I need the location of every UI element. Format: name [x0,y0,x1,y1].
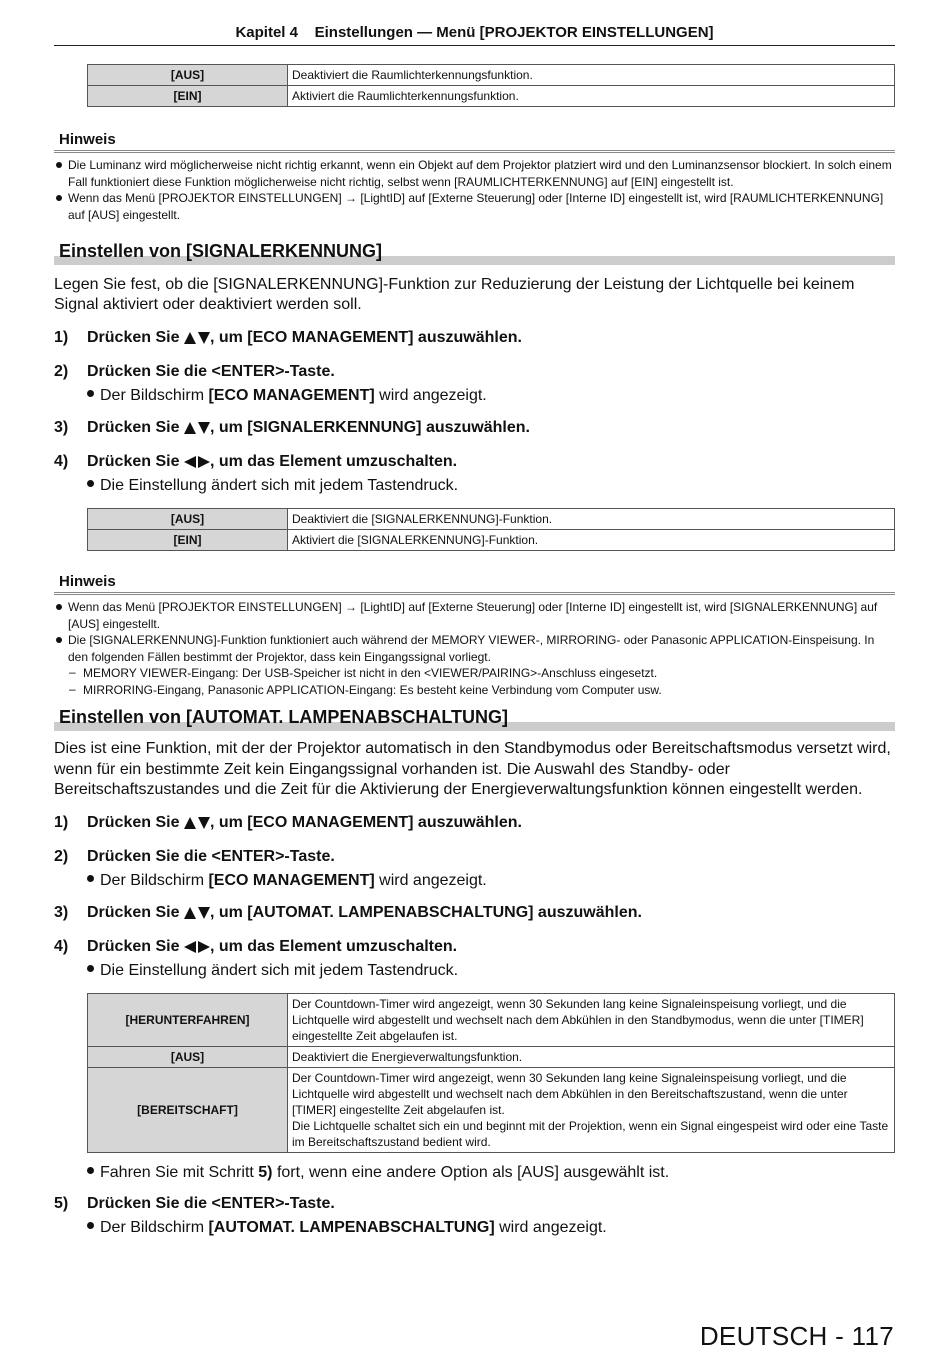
option-desc: Deaktiviert die Raumlichterkennungsfunktion. [288,65,895,86]
table-row [88,65,895,86]
option-desc: Deaktiviert die Energieverwaltungsfunktion. [288,1047,895,1068]
left-arrow-icon [184,456,196,468]
option-key: [AUS] [88,1047,288,1068]
up-arrow-icon [184,907,196,919]
section-intro: Dies ist eine Funktion, mit der der Projektor automatisch in den Standbymodus oder Bereitschaftsmodus versetzt wird, wenn für ein bestimmte Zeit kein Eingangssignal vorhanden ist. Die Auswahl des Standby- oder Bereitschaftszustandes und die Zeit für die Aktivierung der Energieverwaltungsfunktion können eingestellt werden. [54,740,891,798]
step-number: 2) [54,848,69,866]
step-number: 5) [54,1195,69,1213]
down-arrow-icon [198,422,210,434]
option-desc [288,1068,895,1153]
hinweis-heading: Hinweis [54,573,895,595]
note-text: wird angezeigt. [494,1219,607,1237]
left-arrow-icon [184,941,196,953]
hinweis-item: Wenn das Menü [PROJEKTOR EINSTELLUNGEN] → [LightID] auf [Externe Steuerung] oder [Interne ID] eingestellt ist, wird [SIGNALERKENNUNG] auf [AUS] eingestellt. [54,599,895,632]
step-text: , um [AUTOMAT. LAMPENABSCHALTUNG] auszuwählen. [209,904,642,922]
step-3 [54,902,895,924]
step-4 [54,936,895,958]
table-row [88,1047,895,1068]
note-text: fort, wenn eine andere Option als [AUS] ausgewählt ist. [272,1164,670,1182]
bullet-icon [87,390,94,397]
hinweis-list [54,599,895,665]
note-text: Die Einstellung ändert sich mit jedem Tastendruck. [100,962,459,980]
step-3 [54,417,895,439]
signalerkennung-options-table [87,508,895,551]
right-arrow-icon [198,941,210,953]
step-5-note [54,1218,895,1238]
continue-note [54,1163,895,1183]
note-text: Der Bildschirm [100,1219,209,1237]
hinweis-item: Wenn das Menü [PROJEKTOR EINSTELLUNGEN] → [LightID] auf [Externe Steuerung] oder [Interne ID] eingestellt ist, wird [RAUMLICHTERKENNUNG] auf [AUS] eingestellt. [54,190,895,223]
step-text: Drücken Sie [87,904,184,922]
bullet-icon [87,1167,94,1174]
note-bold: [AUTOMAT. LAMPENABSCHALTUNG] [208,1219,495,1237]
step-5 [54,1193,895,1215]
bullet-icon [87,1222,94,1229]
raumlicht-options-table [87,64,895,107]
manual-page [54,0,895,1238]
option-key: [AUS] [88,65,288,86]
option-desc: Deaktiviert die [SIGNALERKENNUNG]-Funktion. [288,509,895,530]
step-text: Drücken Sie [87,419,184,437]
note-text: Fahren Sie mit Schritt [100,1164,259,1182]
step-number: 3) [54,904,69,922]
step-text: Drücken Sie die <ENTER>-Taste. [87,848,335,866]
section-title-signalerkennung: Einstellen von [SIGNALERKENNUNG] [54,240,895,265]
option-key: [AUS] [88,509,288,530]
chapter-header: Kapitel 4 Einstellungen — Menü [PROJEKTOR EINSTELLUNGEN] [54,0,895,46]
option-desc-line: Die Lichtquelle schaltet sich ein und beginnt mit der Projektion, wenn ein Signal eingespeist wird oder eine Taste im Bereitschaftszustand bedient wird. [292,1119,889,1150]
step-number: 1) [54,814,69,832]
step-2 [54,361,895,383]
step-text: Drücken Sie die <ENTER>-Taste. [87,363,335,381]
note-text: Der Bildschirm [100,872,209,890]
step-number: 2) [54,363,69,381]
page-number: DEUTSCH - 117 [699,1321,894,1351]
step-number: 4) [54,453,69,471]
step-1 [54,327,895,349]
step-text: Drücken Sie [87,814,184,832]
step-2-note [54,871,895,891]
option-key: [EIN] [88,86,288,107]
note-bold: [ECO MANAGEMENT] [208,872,375,890]
hinweis-subitem: – MIRRORING-Eingang, Panasonic APPLICATION-Eingang: Es besteht keine Verbindung vom Computer usw. [54,682,895,699]
step-4 [54,451,895,473]
option-desc: Der Countdown-Timer wird angezeigt, wenn 30 Sekunden lang keine Signaleinspeisung vorliegt, und die Lichtquelle wird abgestellt und wechselt nach dem Abkühlen in den Standbymodus, wenn die unter [TIMER] eingestellte Zeit abgelaufen ist. [288,994,895,1047]
step-number: 4) [54,938,69,956]
note-bold: 5) [258,1164,273,1182]
option-desc: Aktiviert die [SIGNALERKENNUNG]-Funktion. [288,530,895,551]
table-row [88,86,895,107]
bullet-icon [87,875,94,882]
hinweis-item: Die Luminanz wird möglicherweise nicht richtig erkannt, wenn ein Objekt auf dem Projektor platziert wird und den Luminanzsensor blockiert. In solch einem Fall funktioniert diese Funktion möglicherweise nicht richtig, selbst wenn [RAUMLICHTERKENNUNG] auf [EIN] eingestellt ist. [54,157,895,190]
step-number: 3) [54,419,69,437]
note-text: wird angezeigt. [374,872,487,890]
step-4-note [54,961,895,981]
step-text: Drücken Sie [87,329,184,347]
step-text: Drücken Sie die <ENTER>-Taste. [87,1195,335,1213]
note-text: Die Einstellung ändert sich mit jedem Tastendruck. [100,477,459,495]
up-arrow-icon [184,332,196,344]
up-arrow-icon [184,817,196,829]
option-key: [EIN] [88,530,288,551]
step-text: , um [ECO MANAGEMENT] auszuwählen. [209,814,522,832]
step-2-note [54,386,895,406]
option-desc: Aktiviert die Raumlichterkennungsfunktion. [288,86,895,107]
lampenabschaltung-options-table [87,993,895,1153]
step-text: , um das Element umzuschalten. [209,938,458,956]
table-row [88,509,895,530]
right-arrow-icon [198,456,210,468]
note-text: wird angezeigt. [374,387,487,405]
table-row [88,530,895,551]
step-text: , um das Element umzuschalten. [209,453,458,471]
hinweis-subitem: – MEMORY VIEWER-Eingang: Der USB-Speicher ist nicht in den <VIEWER/PAIRING>-Anschluss eingesetzt. [54,665,895,682]
option-key: [BEREITSCHAFT] [88,1068,288,1153]
step-text: , um [SIGNALERKENNUNG] auszuwählen. [209,419,530,437]
step-4-note [54,476,895,496]
option-desc-line: Der Countdown-Timer wird angezeigt, wenn 30 Sekunden lang keine Signaleinspeisung vorliegt, und die Lichtquelle wird abgestellt und wechselt nach dem Abkühlen in den Bereitschaftszustand, wenn die unter [TIMER] eingestellte Zeit abgelaufen ist. [292,1071,848,1118]
table-row [88,1068,895,1153]
note-text: Der Bildschirm [100,387,209,405]
step-text: , um [ECO MANAGEMENT] auszuwählen. [209,329,522,347]
step-text: Drücken Sie [87,938,184,956]
option-key: [HERUNTERFAHREN] [88,994,288,1047]
step-text: Drücken Sie [87,453,184,471]
hinweis-heading: Hinweis [54,131,895,153]
section-intro: Legen Sie fest, ob die [SIGNALERKENNUNG]-Funktion zur Reduzierung der Leistung der Lichtquelle bei keinem Signal aktiviert oder deaktiviert werden soll. [54,276,855,314]
hinweis-list [54,157,895,223]
down-arrow-icon [198,907,210,919]
up-arrow-icon [184,422,196,434]
section-title-lampenabschaltung: Einstellen von [AUTOMAT. LAMPENABSCHALTUNG] [54,706,895,731]
note-bold: [ECO MANAGEMENT] [208,387,375,405]
hinweis-item: Die [SIGNALERKENNUNG]-Funktion funktioniert auch während der MEMORY VIEWER-, MIRRORING- oder Panasonic APPLICATION-Einspeisung. In den folgenden Fällen bestimmt der Projektor, dass kein Eingangssignal vorliegt. [54,632,895,665]
bullet-icon [87,480,94,487]
bullet-icon [87,965,94,972]
table-row [88,994,895,1047]
step-2 [54,846,895,868]
step-number: 1) [54,329,69,347]
step-1 [54,812,895,834]
down-arrow-icon [198,817,210,829]
down-arrow-icon [198,332,210,344]
hinweis-sublist [54,665,895,698]
